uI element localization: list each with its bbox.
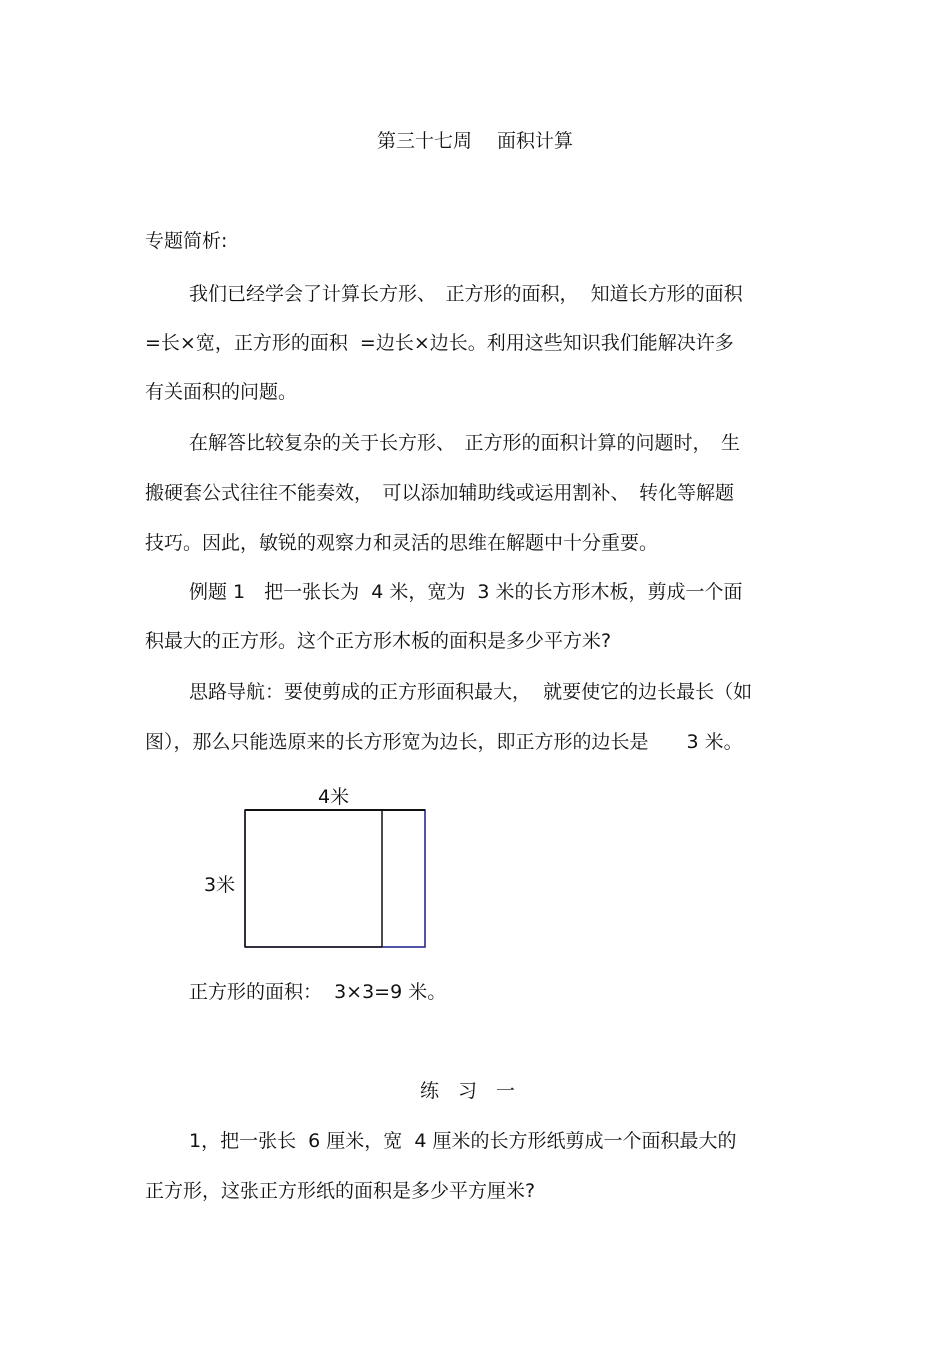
example1-line2: 积最大的正方形。这个正方形木板的面积是多少平方米? [145, 630, 612, 652]
section-label: 专题简析: [145, 230, 228, 252]
paragraph1-line3: 有关面积的问题。 [145, 381, 298, 403]
guide-line2: 图），那么只能选原来的长方形宽为边长，即正方形的边长是 3 米。 [145, 731, 743, 753]
answer-line: 正方形的面积： 3×3=9 米。 [189, 981, 447, 1003]
exercise-heading: 练 习 一 [420, 1080, 516, 1102]
paragraph1-line2: =长×宽，正方形的面积 =边长×边长。利用这些知识我们能解决许多 [145, 332, 734, 354]
outer-rectangle [245, 810, 425, 947]
paragraph2-line1: 在解答比较复杂的关于长方形、 正方形的面积计算的问题时， 生 [189, 432, 741, 454]
paragraph2-line3: 技巧。因此，敏锐的观察力和灵活的思维在解题中十分重要。 [145, 532, 659, 554]
paragraph1-line1: 我们已经学会了计算长方形、 正方形的面积， 知道长方形的面积 [189, 283, 743, 305]
top-length-label: 4米 [318, 786, 350, 808]
paragraph2-line2: 搬硬套公式往往不能奏效， 可以添加辅助线或运用割补、 转化等解题 [145, 482, 735, 504]
rectangle-diagram [190, 782, 450, 957]
example1-line1: 例题 1 把一张长为 4 米，宽为 3 米的长方形木板，剪成一个面 [189, 581, 743, 603]
page-title: 第三十七周 面积计算 [376, 130, 574, 152]
exercise1-line1: 1，把一张长 6 厘米，宽 4 厘米的长方形纸剪成一个面积最大的 [189, 1130, 737, 1152]
guide-line1: 思路导航：要使剪成的正方形面积最大， 就要使它的边长最长（如 [189, 681, 753, 703]
exercise1-line2: 正方形，这张正方形纸的面积是多少平方厘米? [145, 1180, 536, 1202]
side-width-label: 3米 [204, 874, 236, 896]
rectangle-figure [190, 782, 450, 957]
